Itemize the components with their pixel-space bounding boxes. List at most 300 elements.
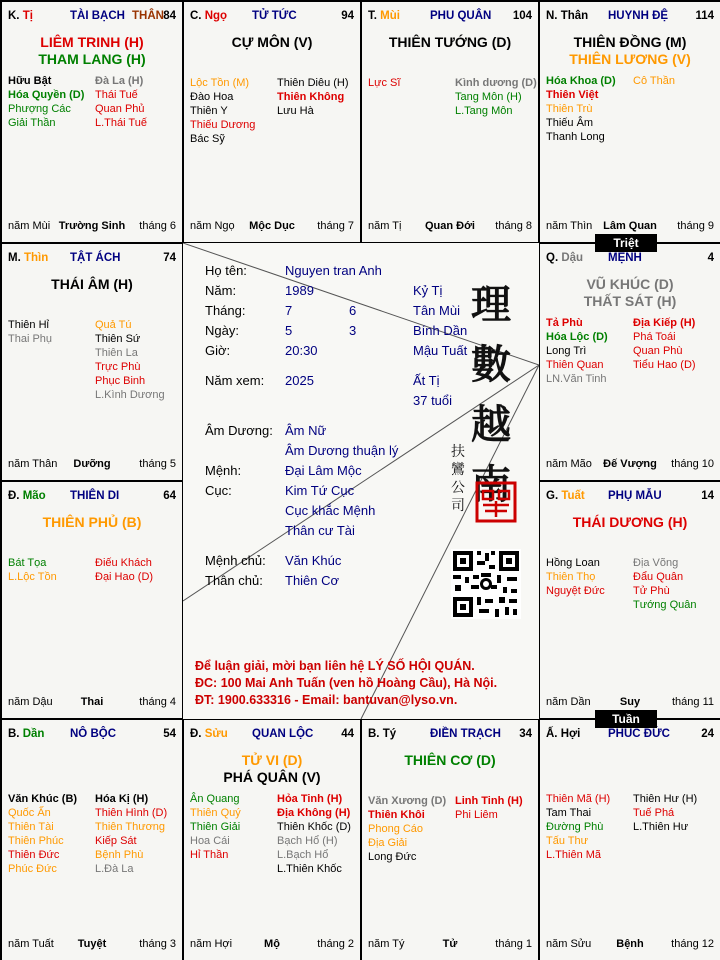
minor-star: Trực Phù <box>95 361 141 373</box>
footer-month: tháng 5 <box>139 458 176 470</box>
main-stars <box>2 276 182 293</box>
minor-star: L.Tang Môn <box>455 105 513 117</box>
minor-star: Thiên Hình (D) <box>95 807 168 819</box>
palace-than <box>539 1 720 243</box>
minor-star: Hóa Khoa (D) <box>546 75 616 87</box>
minor-star: L.Bạch Hổ <box>277 849 329 861</box>
footer-year: năm Mùi <box>8 220 51 232</box>
minor-star: Phục Binh <box>95 375 146 387</box>
palace-age: 44 <box>341 728 354 740</box>
can-chi-part: B. Tý <box>368 728 397 740</box>
minor-star: Văn Khúc (B) <box>8 793 78 805</box>
can-chi-part: Mùi <box>380 10 400 22</box>
palace-tuat <box>539 481 720 719</box>
palace-ti <box>1 1 183 243</box>
minor-star: Quan Phủ <box>95 103 145 115</box>
minor-stars-left <box>8 556 57 584</box>
can-chi-part: M. <box>8 252 24 264</box>
main-star: VŨ KHÚC (D) <box>586 276 674 292</box>
minor-star: Thiên Y <box>190 105 228 117</box>
palace-can-chi <box>190 10 227 22</box>
minor-star: Thiên Khôi <box>368 809 425 821</box>
palace-footer <box>8 696 176 710</box>
value-am-duong: Âm Nữ <box>285 423 327 438</box>
minor-star: Thiếu Dương <box>190 119 256 131</box>
footer-stage: Bệnh <box>616 938 644 950</box>
minor-stars-right <box>455 794 523 822</box>
palace-age: 114 <box>695 10 714 22</box>
footer-month: tháng 1 <box>495 938 532 950</box>
footer-stage: Suy <box>619 696 641 708</box>
seal-char-1: 扶 <box>451 444 465 460</box>
minor-star: Bạch Hổ (H) <box>277 835 338 847</box>
can-chi-part: Sửu <box>204 728 228 740</box>
minor-star: L.Kình Dương <box>95 389 165 401</box>
palace-can-chi <box>8 10 33 22</box>
minor-star: Hóa Quyền (D) <box>8 89 85 101</box>
palace-name: HUYNH ĐỆ <box>608 10 669 22</box>
label-menh: Mệnh: <box>205 463 242 478</box>
main-star: THIÊN TƯỚNG (D) <box>388 34 512 50</box>
minor-star: Tiểu Hao (D) <box>633 359 696 371</box>
value-nam-xem-can-chi: Ất Tị <box>413 373 440 388</box>
minor-star: Thái Tuế <box>95 89 138 101</box>
can-chi-part: Đ. <box>190 728 205 740</box>
minor-star: L.Đà La <box>95 863 134 875</box>
minor-star: Lực Sĩ <box>368 77 401 89</box>
minor-star: Quốc Ấn <box>8 807 51 819</box>
main-stars <box>540 514 720 531</box>
minor-star: Hoa Cái <box>190 835 230 847</box>
footer-stage: Mộc Dục <box>249 220 295 232</box>
main-star: THÁI ÂM (H) <box>51 276 133 292</box>
palace-ty <box>361 719 539 960</box>
minor-star: LN.Văn Tinh <box>546 373 607 385</box>
main-star: PHÁ QUÂN (V) <box>223 769 321 785</box>
value-thang-am: 6 <box>349 303 357 318</box>
palace-name: NÔ BỘC <box>70 728 116 740</box>
palace-age: 94 <box>341 10 354 22</box>
minor-star: Thiên Tài <box>8 821 54 833</box>
minor-stars-right <box>633 316 696 372</box>
logo-char-1: 理 <box>471 281 511 328</box>
palace-header <box>8 490 176 506</box>
palace-footer <box>546 938 714 952</box>
minor-star: Tả Phù <box>546 317 583 329</box>
palace-header <box>368 10 532 26</box>
main-star: TỬ VI (D) <box>241 752 303 768</box>
seal-char-4: 司 <box>451 498 465 514</box>
minor-star: Thiên Không <box>277 91 345 103</box>
footer-month: tháng 12 <box>671 938 714 950</box>
main-star: THIÊN ĐỒNG (M) <box>573 34 687 50</box>
minor-star: Ân Quang <box>190 793 240 805</box>
palace-age: 14 <box>701 490 714 502</box>
palace-footer <box>368 938 532 952</box>
palace-name: TẬT ÁCH <box>70 252 121 264</box>
palace-name: ĐIỀN TRẠCH <box>430 728 501 740</box>
footer-year: năm Thìn <box>546 220 593 232</box>
minor-star: Địa Kiếp (H) <box>633 317 696 329</box>
palace-name: TÀI BẠCH <box>70 10 125 22</box>
footer-month: tháng 10 <box>671 458 714 470</box>
palace-mui <box>361 1 539 243</box>
footer-year: năm Mão <box>546 458 592 470</box>
can-chi-part: Tị <box>22 10 33 22</box>
palace-can-chi <box>190 728 228 740</box>
label-thang: Tháng: <box>205 303 246 318</box>
can-chi-part: Mão <box>22 490 46 502</box>
palace-age: 4 <box>707 252 714 264</box>
minor-star: Thiên Đức <box>8 849 60 861</box>
value-nam-xem: 2025 <box>285 373 314 388</box>
palace-name: PHÚC ĐỨC <box>608 728 670 740</box>
label-am-duong: Âm Dương: <box>205 423 273 438</box>
minor-star: Địa Giải <box>368 837 408 849</box>
palace-footer <box>546 458 714 472</box>
can-chi-part: N. Thân <box>546 10 589 22</box>
minor-stars-left <box>190 76 255 146</box>
minor-star: Đường Phù <box>546 821 604 833</box>
palace-can-chi <box>8 728 44 740</box>
footer-year: năm Tuất <box>8 938 54 950</box>
footer-year: năm Thân <box>8 458 58 470</box>
footer-month: tháng 11 <box>671 696 714 708</box>
value-menh-chu: Văn Khúc <box>285 553 342 568</box>
main-star: THIÊN LƯƠNG (V) <box>569 51 691 67</box>
palace-ngo <box>183 1 361 243</box>
value-cuc-3: Thân cư Tài <box>285 523 355 538</box>
can-chi-part: G. <box>546 490 562 502</box>
minor-stars-right <box>277 792 351 876</box>
palace-footer <box>190 938 354 952</box>
can-chi-part: Ngọ <box>204 10 228 22</box>
footer-stage: Mộ <box>264 938 280 950</box>
minor-star: Long Trì <box>546 345 587 357</box>
minor-star: Thai Phụ <box>8 333 53 345</box>
footer-month: tháng 2 <box>317 938 354 950</box>
minor-stars-left <box>546 556 605 598</box>
footer-month: tháng 8 <box>495 220 532 232</box>
palace-footer <box>8 938 176 952</box>
qr-code-icon <box>451 549 521 619</box>
footer-month: tháng 9 <box>677 220 714 232</box>
minor-star: Văn Xương (D) <box>368 795 447 807</box>
footer-year: năm Ngọ <box>190 220 235 232</box>
palace-footer <box>546 696 714 710</box>
minor-stars-right <box>455 76 537 118</box>
minor-stars-right <box>95 318 165 402</box>
minor-star: L.Thiên Mã <box>546 849 602 861</box>
main-stars <box>540 276 720 310</box>
minor-star: Tang Môn (H) <box>455 91 522 103</box>
value-ngay-am: 3 <box>349 323 357 338</box>
minor-star: Phi Liêm <box>455 809 498 821</box>
main-star: THIÊN PHỦ (B) <box>42 514 142 530</box>
minor-star: L.Thái Tuế <box>95 117 147 129</box>
value-cuc: Kim Tứ Cục <box>285 483 355 498</box>
footer-month: tháng 3 <box>139 938 176 950</box>
minor-star: Phong Cáo <box>368 823 424 835</box>
value-thang: 7 <box>285 303 293 318</box>
minor-stars-left <box>546 74 616 144</box>
palace-thin <box>1 243 183 481</box>
main-star: THÁI DƯƠNG (H) <box>572 514 688 530</box>
palace-footer <box>368 220 532 234</box>
footer-stage: Tuyệt <box>77 938 107 950</box>
footer-year: năm Dậu <box>8 696 53 708</box>
palace-name: MỆNH <box>608 252 642 264</box>
footer-year: năm Tý <box>368 938 405 950</box>
palace-name: PHU QUÂN <box>430 10 492 22</box>
minor-star: Thiên Việt <box>546 89 599 101</box>
minor-stars-left <box>546 792 610 862</box>
can-chi-part: Dần <box>22 728 45 740</box>
minor-star: Lộc Tồn (M) <box>190 77 250 89</box>
can-chi-part: K. <box>8 10 23 22</box>
seal-char-3: 公 <box>451 480 465 496</box>
minor-star: Đại Hao (D) <box>95 571 154 583</box>
palace-footer <box>190 220 354 234</box>
minor-star: Thiên Diêu (H) <box>277 77 349 89</box>
minor-stars-right <box>633 74 675 88</box>
minor-stars-left <box>368 794 446 864</box>
minor-stars-left <box>8 74 84 130</box>
can-chi-part: Đ. <box>8 490 23 502</box>
value-ngay: 5 <box>285 323 293 338</box>
palace-mao <box>1 481 183 719</box>
footer-year: năm Hợi <box>190 938 233 950</box>
logo-char-3: 越 <box>471 401 511 448</box>
minor-star: Phúc Đức <box>8 863 57 875</box>
logo-char-2: 數 <box>471 341 511 388</box>
footer-year: năm Sửu <box>546 938 592 950</box>
minor-star: L.Thiên Khốc <box>277 863 342 875</box>
minor-star: Thiên Trù <box>546 103 593 115</box>
minor-star: Thiên Mã (H) <box>546 793 611 805</box>
minor-stars-left <box>368 76 400 90</box>
tuan-tag: Tuần <box>595 710 657 728</box>
palace-age: 84 <box>163 10 176 22</box>
contact-line-2: ĐC: 100 Mai Anh Tuấn (ven hồ Hoàng Cầu), Hà Nội. <box>195 676 498 690</box>
contact-line-1: Để luận giải, mời bạn liên hệ LÝ SỐ HỘI QUÁN. <box>195 659 475 673</box>
footer-stage: Dưỡng <box>73 458 111 470</box>
minor-star: Hóa Kị (H) <box>95 793 149 805</box>
main-star: LIÊM TRINH (H) <box>40 34 144 50</box>
minor-star: Tử Phù <box>633 585 670 597</box>
can-chi-part: Dậu <box>561 252 584 264</box>
minor-star: Đà La (H) <box>95 75 144 87</box>
footer-stage: Tử <box>442 938 458 950</box>
minor-star: Bệnh Phù <box>95 849 144 861</box>
minor-star: Hỉ Thần <box>190 849 229 861</box>
minor-star: Nguyệt Đức <box>546 585 605 597</box>
palace-header <box>546 10 714 26</box>
palace-header <box>8 728 176 744</box>
center-info-panel <box>183 243 539 719</box>
minor-star: Cô Thần <box>633 75 675 87</box>
palace-name: THIÊN DI <box>70 490 120 502</box>
minor-stars-right <box>633 792 697 834</box>
minor-star: Tuế Phá <box>633 807 675 819</box>
palace-footer <box>8 220 176 234</box>
minor-stars-left <box>190 792 241 862</box>
seal-char-2: 鸞 <box>451 462 465 478</box>
minor-star: Thiên Giải <box>190 821 241 833</box>
minor-star: Đẩu Quân <box>633 571 684 583</box>
minor-star: Kình dương (D) <box>455 77 537 89</box>
label-than-chu: Thân chủ: <box>205 573 263 588</box>
minor-star: Điếu Khách <box>95 557 152 569</box>
can-chi-part: B. <box>8 728 23 740</box>
value-menh: Đại Lâm Mộc <box>285 463 362 478</box>
footer-year: năm Dần <box>546 696 591 708</box>
than-marker: THÂN <box>132 10 164 22</box>
main-stars <box>184 34 360 51</box>
value-gio: 20:30 <box>285 343 318 358</box>
footer-stage: Lâm Quan <box>603 220 657 232</box>
palace-header <box>546 490 714 506</box>
minor-star: Thiên Khốc (D) <box>277 821 351 833</box>
minor-star: Thiên Quý <box>190 807 241 819</box>
minor-star: Long Đức <box>368 851 417 863</box>
label-ngay: Ngày: <box>205 323 239 338</box>
palace-hoi <box>539 719 720 960</box>
palace-name: PHỤ MẪU <box>608 490 662 502</box>
main-stars <box>362 752 538 769</box>
red-seal-stamp-icon <box>475 481 517 523</box>
value-ho-ten: Nguyen tran Anh <box>285 263 382 278</box>
minor-star: Bác Sỹ <box>190 133 225 145</box>
minor-star: Tam Thai <box>546 807 592 819</box>
main-stars <box>362 34 538 51</box>
main-star: THAM LANG (H) <box>38 51 146 67</box>
minor-stars-left <box>8 792 77 876</box>
can-chi-part: C. <box>190 10 205 22</box>
label-nam: Năm: <box>205 283 237 298</box>
value-thang-can-chi: Tân Mùi <box>413 303 460 318</box>
palace-age: 54 <box>163 728 176 740</box>
footer-stage: Trường Sinh <box>58 220 126 232</box>
palace-dau <box>539 243 720 481</box>
minor-star: Đào Hoa <box>190 91 234 103</box>
can-chi-part: Thìn <box>23 252 49 264</box>
palace-footer <box>8 458 176 472</box>
value-am-duong-2: Âm Dương thuận lý <box>285 443 399 458</box>
minor-star: Tấu Thư <box>546 835 589 847</box>
label-cuc: Cục: <box>205 483 232 498</box>
minor-star: Hữu Bật <box>8 75 52 87</box>
minor-star: Thiên Thọ <box>546 571 596 583</box>
label-ho-ten: Họ tên: <box>205 263 247 278</box>
minor-star: Hồng Loan <box>546 557 600 569</box>
label-gio: Giờ: <box>205 343 231 358</box>
minor-star: Tướng Quân <box>633 599 697 611</box>
palace-footer <box>546 220 714 234</box>
palace-header <box>190 10 354 26</box>
minor-star: Hỏa Tinh (H) <box>277 793 343 805</box>
minor-stars-right <box>95 74 147 130</box>
minor-stars-right <box>95 556 153 584</box>
minor-star: Thiên Thương <box>95 821 166 833</box>
minor-star: Địa Không (H) <box>277 807 351 819</box>
logo-char-4: 南 <box>471 461 511 508</box>
footer-month: tháng 4 <box>139 696 176 708</box>
main-stars <box>184 752 360 786</box>
minor-star: Linh Tinh (H) <box>455 795 523 807</box>
label-nam-xem: Năm xem: <box>205 373 265 388</box>
palace-header <box>190 728 354 744</box>
minor-star: Thiên Phúc <box>8 835 64 847</box>
palace-can-chi <box>8 490 46 502</box>
minor-star: Quả Tú <box>95 319 132 331</box>
minor-star: Kiếp Sát <box>95 835 137 847</box>
palace-can-chi <box>546 252 583 264</box>
minor-star: Thiếu Âm <box>546 117 594 129</box>
value-nam: 1989 <box>285 283 314 298</box>
minor-stars-right <box>95 792 167 876</box>
value-gio-can-chi: Mậu Tuất <box>413 343 468 358</box>
minor-star: Địa Võng <box>633 557 679 569</box>
triet-tag: Triệt <box>595 234 657 252</box>
palace-can-chi <box>546 490 585 502</box>
footer-year: năm Tị <box>368 220 402 232</box>
minor-star: Phá Toái <box>633 331 676 343</box>
minor-stars-left <box>546 316 608 386</box>
minor-star: Quan Phù <box>633 345 683 357</box>
palace-age: 24 <box>701 728 714 740</box>
label-menh-chu: Mệnh chủ: <box>205 553 266 568</box>
minor-star: L.Lộc Tồn <box>8 571 57 583</box>
main-stars <box>540 34 720 68</box>
palace-name: TỬ TỨC <box>252 10 297 22</box>
palace-can-chi <box>368 728 396 740</box>
minor-star: Thanh Long <box>546 131 605 143</box>
minor-star: Thiên Sứ <box>95 333 141 345</box>
palace-header <box>368 728 532 744</box>
palace-name: QUAN LỘC <box>252 728 314 740</box>
minor-star: Phượng Các <box>8 103 71 115</box>
minor-star: Thiên Hư (H) <box>633 793 698 805</box>
minor-star: Giải Thần <box>8 117 56 129</box>
minor-stars-left <box>8 318 52 346</box>
can-chi-part: Q. <box>546 252 562 264</box>
can-chi-part: T. <box>368 10 381 22</box>
palace-can-chi <box>546 10 588 22</box>
value-cuc-2: Cục khắc Mệnh <box>285 503 376 518</box>
minor-star: Thiên La <box>95 347 138 359</box>
minor-star: Thiên Hỉ <box>8 319 49 331</box>
palace-age: 104 <box>512 10 532 22</box>
main-star: CỰ MÔN (V) <box>231 34 313 50</box>
minor-star: L.Thiên Hư <box>633 821 689 833</box>
palace-header <box>8 252 176 268</box>
value-ngay-can-chi: Bính Dần <box>413 323 468 338</box>
minor-star: Hóa Lộc (D) <box>546 331 608 343</box>
can-chi-part: Tuất <box>561 490 585 502</box>
main-star: THẤT SÁT (H) <box>583 293 677 309</box>
seal-text-column <box>451 443 467 515</box>
main-stars <box>2 34 182 68</box>
value-tuoi: 37 tuổi <box>413 393 453 408</box>
minor-star: Bát Tọa <box>8 557 47 569</box>
palace-age: 64 <box>163 490 176 502</box>
palace-header <box>8 10 176 26</box>
footer-stage: Quan Đới <box>425 220 475 232</box>
main-star: THIÊN CƠ (D) <box>404 752 496 768</box>
can-chi-part: Ấ. Hợi <box>546 728 581 740</box>
palace-can-chi <box>546 728 580 740</box>
